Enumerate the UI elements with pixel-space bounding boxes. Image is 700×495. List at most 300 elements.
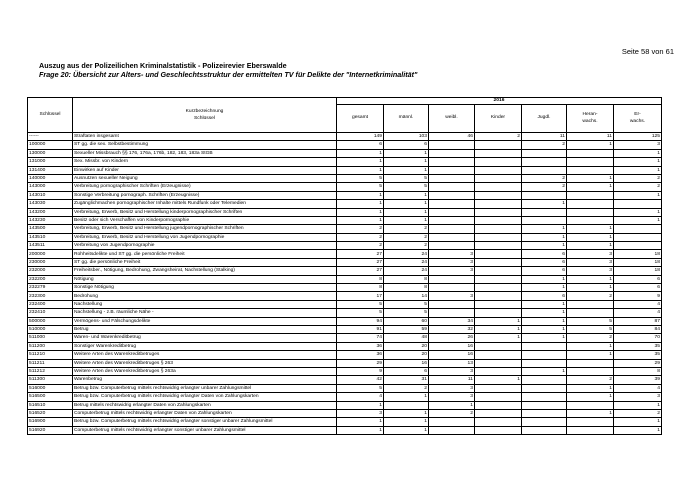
column-header-key: Schlüssel [28, 98, 73, 133]
row-value-2: 46 [429, 133, 475, 141]
row-value-3 [475, 149, 522, 157]
row-value-5 [567, 166, 614, 174]
row-value-4 [522, 351, 567, 359]
table-row [28, 393, 662, 401]
row-key: 232279 [28, 284, 73, 292]
table-row [28, 409, 662, 417]
row-key: 143510 [28, 233, 73, 241]
row-value-1: 1 [384, 216, 429, 224]
row-value-1: 1 [384, 409, 429, 417]
row-value-4 [522, 384, 567, 392]
row-key: 143030 [28, 200, 73, 208]
row-value-4: 6 [522, 250, 567, 258]
row-value-2 [429, 174, 475, 182]
row-value-1: 2 [384, 225, 429, 233]
row-value-2 [429, 208, 475, 216]
row-value-0: 1 [337, 149, 384, 157]
row-value-4 [522, 359, 567, 367]
column-header-0-part: gesamt [351, 115, 369, 121]
row-value-1: 1 [384, 149, 429, 157]
row-value-1: 1 [384, 191, 429, 199]
row-value-5 [567, 401, 614, 409]
row-value-5: 1 [567, 141, 614, 149]
row-value-5: 1 [567, 393, 614, 401]
row-key: 232400 [28, 300, 73, 308]
row-value-0: 1 [337, 200, 384, 208]
row-value-3 [475, 258, 522, 266]
row-value-2: 3 [429, 258, 475, 266]
row-value-0: 1 [337, 426, 384, 434]
row-value-4 [522, 418, 567, 426]
row-value-0: 1 [337, 208, 384, 216]
row-value-0: 5 [337, 384, 384, 392]
row-value-2: 3 [429, 292, 475, 300]
row-value-2: 1 [429, 401, 475, 409]
row-value-4 [522, 191, 567, 199]
row-key: 511211 [28, 359, 73, 367]
row-value-1: 5 [384, 174, 429, 182]
row-value-2: 16 [429, 351, 475, 359]
row-value-4: 2 [522, 141, 567, 149]
row-key: 516900 [28, 418, 73, 426]
row-value-1: 8 [384, 275, 429, 283]
row-value-0: 27 [337, 250, 384, 258]
row-value-1: 2 [384, 242, 429, 250]
row-value-4 [522, 216, 567, 224]
row-value-4 [522, 409, 567, 417]
row-value-2 [429, 191, 475, 199]
row-value-2 [429, 216, 475, 224]
row-value-3 [475, 242, 522, 250]
table-row [28, 292, 662, 300]
row-key: 516920 [28, 426, 73, 434]
row-value-2 [429, 242, 475, 250]
row-value-6: 1 [614, 426, 662, 434]
row-value-3 [475, 225, 522, 233]
row-description: Freiheitsber., Nötigung, Bedrohung, Zwangsheirat, Nachstellung (Stalking) [73, 267, 337, 275]
row-key: 143010 [28, 191, 73, 199]
row-value-6: 84 [614, 325, 662, 333]
row-value-1: 24 [384, 267, 429, 275]
row-value-2: 32 [429, 325, 475, 333]
table-row [28, 267, 662, 275]
row-description: Betrug mittels rechtswidrig erlangter Daten von Zahlungskarten [73, 401, 337, 409]
table-row [28, 149, 662, 157]
row-value-2 [429, 426, 475, 434]
row-value-0: 149 [337, 133, 384, 141]
column-header-description-line2: Schlüssel [194, 116, 215, 121]
row-value-2 [429, 166, 475, 174]
row-value-1: 31 [384, 376, 429, 384]
row-key: 516510 [28, 401, 73, 409]
row-description: Ausnutzen sexueller Neigung [73, 174, 337, 182]
row-value-6: 18 [614, 258, 662, 266]
row-description: Verbreitung, Erwerb, Besitz und Herstellung von Jugendpornographie [73, 233, 337, 241]
table-row [28, 233, 662, 241]
row-description: Betrug [73, 325, 337, 333]
row-value-3 [475, 191, 522, 199]
row-value-0: 3 [337, 409, 384, 417]
row-value-5 [567, 191, 614, 199]
row-value-0: 1 [337, 216, 384, 224]
column-header-5-part: Heran- [582, 112, 598, 118]
row-value-5: 11 [567, 133, 614, 141]
row-value-2 [429, 309, 475, 317]
row-value-1: 2 [384, 384, 429, 392]
row-value-0: 1 [337, 158, 384, 166]
row-value-4 [522, 208, 567, 216]
row-value-3: 2 [475, 133, 522, 141]
row-value-4 [522, 149, 567, 157]
row-value-6: 18 [614, 267, 662, 275]
table-row [28, 300, 662, 308]
row-value-5 [567, 216, 614, 224]
column-header-3-part: Kinder [490, 115, 506, 121]
row-description: Computerbetrug mittels rechtswidrig erlangter Daten von Zahlungskarten [73, 409, 337, 417]
row-value-0: 2 [337, 225, 384, 233]
column-header-2 [429, 105, 475, 133]
row-value-2 [429, 183, 475, 191]
row-value-1: 14 [384, 292, 429, 300]
row-value-5 [567, 367, 614, 375]
row-value-5 [567, 309, 614, 317]
row-value-3 [475, 393, 522, 401]
row-value-0: 1 [337, 166, 384, 174]
row-value-3 [475, 250, 522, 258]
row-value-6: 1 [614, 401, 662, 409]
row-value-5: 1 [567, 174, 614, 182]
row-key: 131400 [28, 166, 73, 174]
row-key: 511200 [28, 342, 73, 350]
row-value-2: 16 [429, 342, 475, 350]
row-key: 511300 [28, 376, 73, 384]
row-value-0: 5 [337, 183, 384, 191]
row-key: 200000 [28, 250, 73, 258]
document-subtitle: Frage 20: Übersicht zur Alters- und Geschlechtsstruktur der ermittelten TV für Delikte der "Internetkriminalität" [39, 70, 418, 79]
row-key: 100000 [28, 141, 73, 149]
row-value-1: 6 [384, 141, 429, 149]
row-description: Sex. Missbr. von Kindern [73, 158, 337, 166]
table-row [28, 325, 662, 333]
row-value-0: 91 [337, 325, 384, 333]
row-value-5: 1 [567, 284, 614, 292]
row-value-3 [475, 418, 522, 426]
row-value-4: 1 [522, 309, 567, 317]
table-row [28, 141, 662, 149]
table-row [28, 183, 662, 191]
row-description: Betrug bzw. Computerbetrug mittels rechtswidrig erlangter Daten von Zahlungskarten [73, 393, 337, 401]
row-value-4: 11 [522, 133, 567, 141]
row-key: 230000 [28, 258, 73, 266]
row-description: Weitere Arten des Warenkreditbetruges § 263a [73, 367, 337, 375]
row-value-5: 1 [567, 225, 614, 233]
column-header-1-part: männl. [398, 115, 414, 121]
row-value-5: 5 [567, 317, 614, 325]
row-description: Rohheitsdelikte und ST gg. die persönliche Freiheit [73, 250, 337, 258]
row-value-2 [429, 158, 475, 166]
row-value-6: 1 [614, 208, 662, 216]
row-value-3 [475, 233, 522, 241]
row-value-6: 3 [614, 141, 662, 149]
row-value-5: 5 [567, 325, 614, 333]
row-key: 143230 [28, 216, 73, 224]
row-description: Betrug bzw. Computerbetrug mittels rechtswidrig erlangter unbarer Zahlungsmittel [73, 384, 337, 392]
row-value-4 [522, 376, 567, 384]
row-value-2 [429, 141, 475, 149]
row-description: Waren- und Warenkreditbetrug [73, 334, 337, 342]
row-key: 516500 [28, 393, 73, 401]
row-value-4: 6 [522, 292, 567, 300]
table-row [28, 242, 662, 250]
table-body [28, 133, 662, 435]
table-row [28, 258, 662, 266]
row-value-0: 4 [337, 393, 384, 401]
row-value-1: 5 [384, 183, 429, 191]
row-value-1: 6 [384, 367, 429, 375]
row-value-0: 2 [337, 242, 384, 250]
row-value-1: 5 [384, 300, 429, 308]
row-value-1: 2 [384, 233, 429, 241]
row-value-5: 1 [567, 275, 614, 283]
row-description: Weitere Arten des Warenkreditbetruges § 263 [73, 359, 337, 367]
row-value-1: 24 [384, 258, 429, 266]
row-value-0: 9 [337, 367, 384, 375]
row-key: 140000 [28, 174, 73, 182]
table-row [28, 250, 662, 258]
row-value-5: 1 [567, 242, 614, 250]
row-value-4 [522, 342, 567, 350]
row-value-6: 4 [614, 300, 662, 308]
table-row [28, 334, 662, 342]
column-header-5-part: wachs. [582, 118, 598, 124]
row-value-5 [567, 208, 614, 216]
row-value-5: 1 [567, 351, 614, 359]
row-value-6: 9 [614, 292, 662, 300]
row-value-5 [567, 200, 614, 208]
row-value-0: 5 [337, 300, 384, 308]
row-description: Besitz oder sich Verschaffen von Kinderpornographie [73, 216, 337, 224]
row-description: Computerbetrug mittels rechtswidrig erlangter sonstiger unbarer Zahlungsmittel [73, 426, 337, 434]
row-value-6: 1 [614, 418, 662, 426]
table-row [28, 225, 662, 233]
row-value-5: 1 [567, 183, 614, 191]
table-row [28, 401, 662, 409]
row-description: Verbreitung, Erwerb, Besitz und Herstellung kinderpornographischer Schriften [73, 208, 337, 216]
row-key: 130000 [28, 149, 73, 157]
row-value-6: 1 [614, 149, 662, 157]
row-description: Sonstige Verbreitung pornograph. Schriften (Erzeugnisse) [73, 191, 337, 199]
row-value-3 [475, 300, 522, 308]
row-key: 232000 [28, 267, 73, 275]
row-value-0: 8 [337, 284, 384, 292]
row-value-3 [475, 359, 522, 367]
row-value-0: 27 [337, 258, 384, 266]
row-value-3: 1 [475, 317, 522, 325]
row-value-3 [475, 284, 522, 292]
row-value-6: 4 [614, 384, 662, 392]
row-value-4: 6 [522, 267, 567, 275]
row-value-4: 1 [522, 284, 567, 292]
row-value-3 [475, 166, 522, 174]
row-value-5: 1 [567, 384, 614, 392]
row-key: 516000 [28, 384, 73, 392]
row-value-1: 1 [384, 426, 429, 434]
table-row [28, 275, 662, 283]
row-value-6 [614, 200, 662, 208]
row-value-4: 1 [522, 317, 567, 325]
row-value-6: 87 [614, 317, 662, 325]
row-value-1: 60 [384, 317, 429, 325]
row-value-2: 3 [429, 267, 475, 275]
row-value-4 [522, 426, 567, 434]
row-key: ------ [28, 133, 73, 141]
row-value-4: 1 [522, 200, 567, 208]
row-value-0: 5 [337, 309, 384, 317]
row-value-2 [429, 233, 475, 241]
row-key: 516520 [28, 409, 73, 417]
column-header-6 [614, 105, 662, 133]
row-value-1: 20 [384, 342, 429, 350]
row-description: Sonstige Nötigung [73, 284, 337, 292]
table-row [28, 174, 662, 182]
row-value-6: 8 [614, 367, 662, 375]
row-value-4: 6 [522, 258, 567, 266]
row-description: Weitere Arten des Warenkreditbetruges [73, 351, 337, 359]
row-description: Sexueller Missbrauch §§ 176, 176a, 176b, 182, 183, 183a StGB [73, 149, 337, 157]
row-value-0: 27 [337, 267, 384, 275]
row-value-3 [475, 200, 522, 208]
table-row [28, 216, 662, 224]
row-key: 232300 [28, 292, 73, 300]
row-value-3 [475, 267, 522, 275]
row-key: 511210 [28, 351, 73, 359]
row-value-3: 1 [475, 376, 522, 384]
row-value-6: 4 [614, 309, 662, 317]
row-value-4: 2 [522, 183, 567, 191]
row-key: 143200 [28, 208, 73, 216]
row-value-0: 42 [337, 376, 384, 384]
row-value-6: 1 [614, 191, 662, 199]
row-value-3: 1 [475, 325, 522, 333]
table-row [28, 166, 662, 174]
statistics-table [27, 97, 662, 435]
row-value-0: 2 [337, 233, 384, 241]
row-value-3 [475, 174, 522, 182]
row-key: 143500 [28, 225, 73, 233]
row-value-6: 35 [614, 351, 662, 359]
row-value-1: 1 [384, 166, 429, 174]
table-row [28, 133, 662, 141]
row-value-3 [475, 401, 522, 409]
row-value-6: 35 [614, 342, 662, 350]
row-value-3 [475, 183, 522, 191]
table-row [28, 384, 662, 392]
row-key: 500000 [28, 317, 73, 325]
row-value-5: 1 [567, 409, 614, 417]
row-value-6: 3 [614, 393, 662, 401]
table-row [28, 376, 662, 384]
row-description: Warenbetrug [73, 376, 337, 384]
row-value-2 [429, 275, 475, 283]
row-value-5: 2 [567, 376, 614, 384]
row-value-0: 94 [337, 317, 384, 325]
row-value-6: 70 [614, 334, 662, 342]
column-header-4 [522, 105, 567, 133]
row-value-2: 3 [429, 250, 475, 258]
row-description: Sonstiger Warenkreditbetrug [73, 342, 337, 350]
row-description: Zugänglichmachen pornographischer Inhalte mittels Rundfunk oder Telemedien [73, 200, 337, 208]
column-header-1 [384, 105, 429, 133]
row-key: 511000 [28, 334, 73, 342]
row-value-0: 1 [337, 418, 384, 426]
row-value-1: 1 [384, 200, 429, 208]
row-value-1: 1 [384, 418, 429, 426]
row-value-6 [614, 225, 662, 233]
row-value-2 [429, 300, 475, 308]
row-value-1: 5 [384, 309, 429, 317]
table-row [28, 418, 662, 426]
row-value-6: 18 [614, 250, 662, 258]
column-header-2-part: weibl. [445, 115, 458, 121]
row-value-3 [475, 384, 522, 392]
row-value-1: 1 [384, 208, 429, 216]
row-description: Bedrohung [73, 292, 337, 300]
row-value-6: 1 [614, 158, 662, 166]
row-value-2 [429, 284, 475, 292]
row-value-5: 2 [567, 334, 614, 342]
row-key: 232200 [28, 275, 73, 283]
row-key: 511212 [28, 367, 73, 375]
row-value-3 [475, 409, 522, 417]
row-value-4 [522, 401, 567, 409]
row-value-4: 1 [522, 334, 567, 342]
row-value-5: 1 [567, 342, 614, 350]
row-value-2 [429, 418, 475, 426]
row-value-3 [475, 292, 522, 300]
row-value-3 [475, 426, 522, 434]
row-value-1 [384, 401, 429, 409]
table-row [28, 351, 662, 359]
table-row [28, 359, 662, 367]
column-header-description [73, 98, 337, 133]
row-key: 232410 [28, 309, 73, 317]
table-row [28, 317, 662, 325]
row-value-1: 24 [384, 250, 429, 258]
row-description: Nötigung [73, 275, 337, 283]
row-value-2: 3 [429, 393, 475, 401]
row-value-0: 8 [337, 275, 384, 283]
row-value-6: 39 [614, 376, 662, 384]
row-description: Betrug bzw. Computerbetrug mittels rechtswidrig erlangter sonstiger unbarer Zahlungsmittel [73, 418, 337, 426]
row-value-6: 1 [614, 216, 662, 224]
row-value-6: 29 [614, 359, 662, 367]
row-value-4 [522, 166, 567, 174]
row-value-4 [522, 393, 567, 401]
row-value-0: 5 [337, 174, 384, 182]
row-value-1: 48 [384, 334, 429, 342]
document-title: Auszug aus der Polizeilichen Kriminalstatistik - Polizeirevier Eberswalde [39, 61, 287, 70]
column-header-description-line1: Kurzbezeichnung [185, 108, 224, 114]
row-value-5: 3 [567, 250, 614, 258]
row-value-0: 1 [337, 401, 384, 409]
row-value-4: 1 [522, 233, 567, 241]
row-value-6: 6 [614, 284, 662, 292]
row-value-3 [475, 208, 522, 216]
row-value-1: 59 [384, 325, 429, 333]
row-key: 510000 [28, 325, 73, 333]
row-value-2 [429, 225, 475, 233]
row-value-5 [567, 149, 614, 157]
